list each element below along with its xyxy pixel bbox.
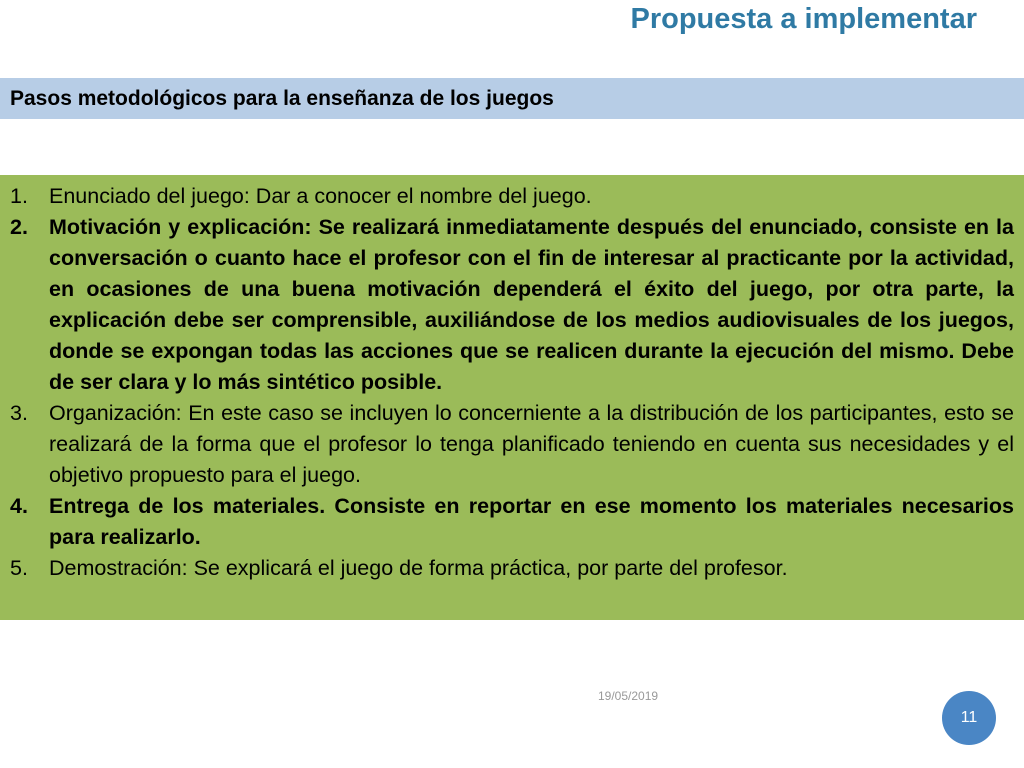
subtitle-text: Pasos metodológicos para la enseñanza de los juegos (10, 87, 554, 110)
steps-list (10, 181, 1014, 584)
step-number: 5. (10, 556, 28, 580)
footer-date: 19/05/2019 (598, 689, 659, 703)
step-item (10, 553, 1014, 584)
step-number: 4. (10, 494, 28, 518)
subtitle-bar (0, 78, 1024, 119)
step-item (10, 398, 1014, 491)
page-number-badge (942, 691, 996, 745)
step-text: Motivación y explicación: Se realizará inmediatamente después del enunciado, consiste en la conversación o cuanto hace el profesor con el fin de interesar al practicante por la actividad, en ocasiones de una buena motivación dependerá el éxito del juego, por otra parte, la explicación debe ser comprensible, auxiliándose de los medios audiovisuales de los juegos, donde se expongan todas las acciones que se realicen durante la ejecución del mismo. Debe de ser clara y lo más sintético posible. (49, 215, 1014, 394)
slide-title: Propuesta a implementar (630, 3, 977, 35)
step-text: Organización: En este caso se incluyen lo concerniente a la distribución de los participantes, esto se realizará de la forma que el profesor lo tenga planificado teniendo en cuenta sus necesidades y el objetivo propuesto para el juego. (49, 401, 1014, 487)
step-number: 1. (10, 184, 28, 208)
page-number: 11 (960, 709, 978, 726)
step-item (10, 181, 1014, 212)
steps-panel (0, 175, 1024, 620)
step-item (10, 212, 1014, 398)
step-number: 2. (10, 215, 28, 239)
step-number: 3. (10, 401, 28, 425)
step-text: Enunciado del juego: Dar a conocer el nombre del juego. (49, 184, 592, 208)
step-text: Demostración: Se explicará el juego de forma práctica, por parte del profesor. (49, 556, 788, 580)
step-item (10, 491, 1014, 553)
step-text: Entrega de los materiales. Consiste en reportar en ese momento los materiales necesarios para realizarlo. (49, 494, 1014, 549)
